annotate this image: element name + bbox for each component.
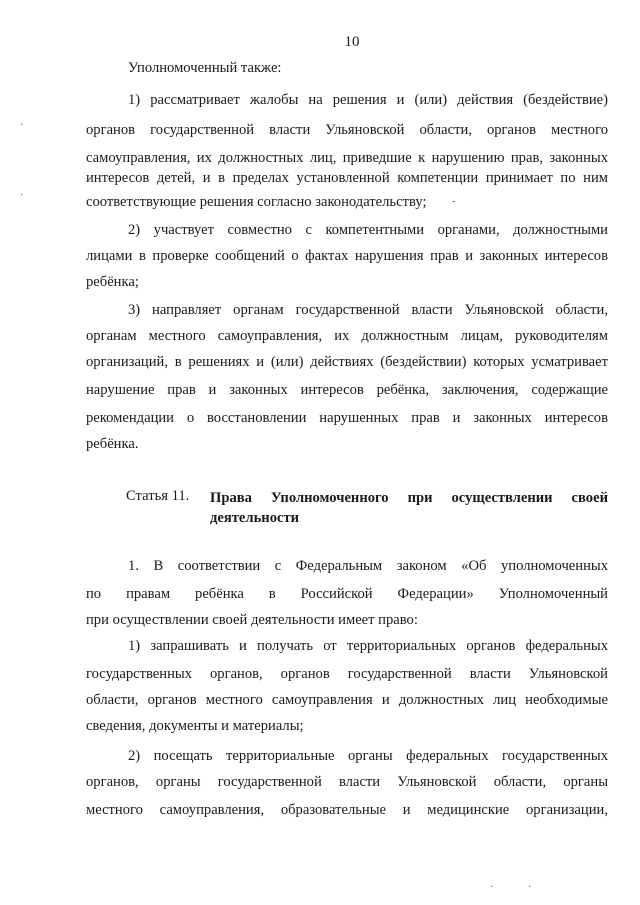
paragraph-intro: Уполномоченный также: bbox=[128, 60, 282, 76]
text-line: 2) посещать территориальные органы федеральных государственных bbox=[128, 748, 608, 764]
text-line: 3) направляет органам государственной власти Ульяновской области, bbox=[128, 302, 608, 318]
text-line: рекомендации о восстановлении нарушенных прав и законных интересов bbox=[86, 410, 608, 426]
text-line: при осуществлении своей деятельности имеет право: bbox=[86, 612, 418, 628]
text-line: лицами в проверке сообщений о фактах нарушения прав и законных интересов bbox=[86, 248, 608, 264]
page-number: 10 bbox=[344, 34, 360, 50]
scan-mark: - bbox=[452, 196, 456, 207]
article-title bbox=[210, 488, 608, 528]
text-line: органов государственной власти Ульяновской области, органов местного bbox=[86, 122, 608, 138]
text-line: соответствующие решения согласно законодательству; bbox=[86, 194, 427, 210]
article-label: Статья 11. bbox=[126, 488, 190, 504]
text-line: по правам ребёнка в Российской Федерации» Уполномоченный bbox=[86, 586, 608, 602]
text-line: сведения, документы и материалы; bbox=[86, 718, 304, 734]
text-line: ребёнка; bbox=[86, 274, 139, 290]
text-line: интересов детей, и в пределах установленной компетенции принимает по ним bbox=[86, 170, 608, 186]
article-title-line: Права Уполномоченного при осуществлении своей bbox=[210, 490, 608, 506]
text-line: органов, органы государственной власти Ульяновской области, органы bbox=[86, 774, 608, 790]
text-line: государственных органов, органов государственной власти Ульяновской bbox=[86, 666, 608, 682]
text-line: области, органов местного самоуправления и должностных лиц необходимые bbox=[86, 692, 608, 708]
text-line: организаций, в решениях и (или) действиях (бездействии) которых усматривает bbox=[86, 354, 608, 370]
text-line: нарушение прав и законных интересов ребёнка, заключения, содержащие bbox=[86, 382, 608, 398]
text-line: 1. В соответствии с Федеральным законом «Об уполномоченных bbox=[128, 558, 608, 574]
scan-mark: · bbox=[20, 190, 24, 201]
scan-mark: · bbox=[490, 882, 494, 893]
text-line: органам местного самоуправления, их должностным лицам, руководителям bbox=[86, 328, 608, 344]
text-line: 1) рассматривает жалобы на решения и (или) действия (бездействие) bbox=[128, 92, 608, 108]
article-title-line: деятельности bbox=[210, 510, 300, 526]
text-line: самоуправления, их должностных лиц, приведшие к нарушению прав, законных bbox=[86, 150, 608, 166]
text-line: местного самоуправления, образовательные и медицинские организации, bbox=[86, 802, 608, 818]
text-line: 1) запрашивать и получать от территориальных органов федеральных bbox=[128, 638, 608, 654]
text-line: 2) участвует совместно с компетентными органами, должностными bbox=[128, 222, 608, 238]
scan-mark: · bbox=[528, 882, 532, 893]
text-line: ребёнка. bbox=[86, 436, 139, 452]
scan-mark: · bbox=[20, 120, 24, 131]
